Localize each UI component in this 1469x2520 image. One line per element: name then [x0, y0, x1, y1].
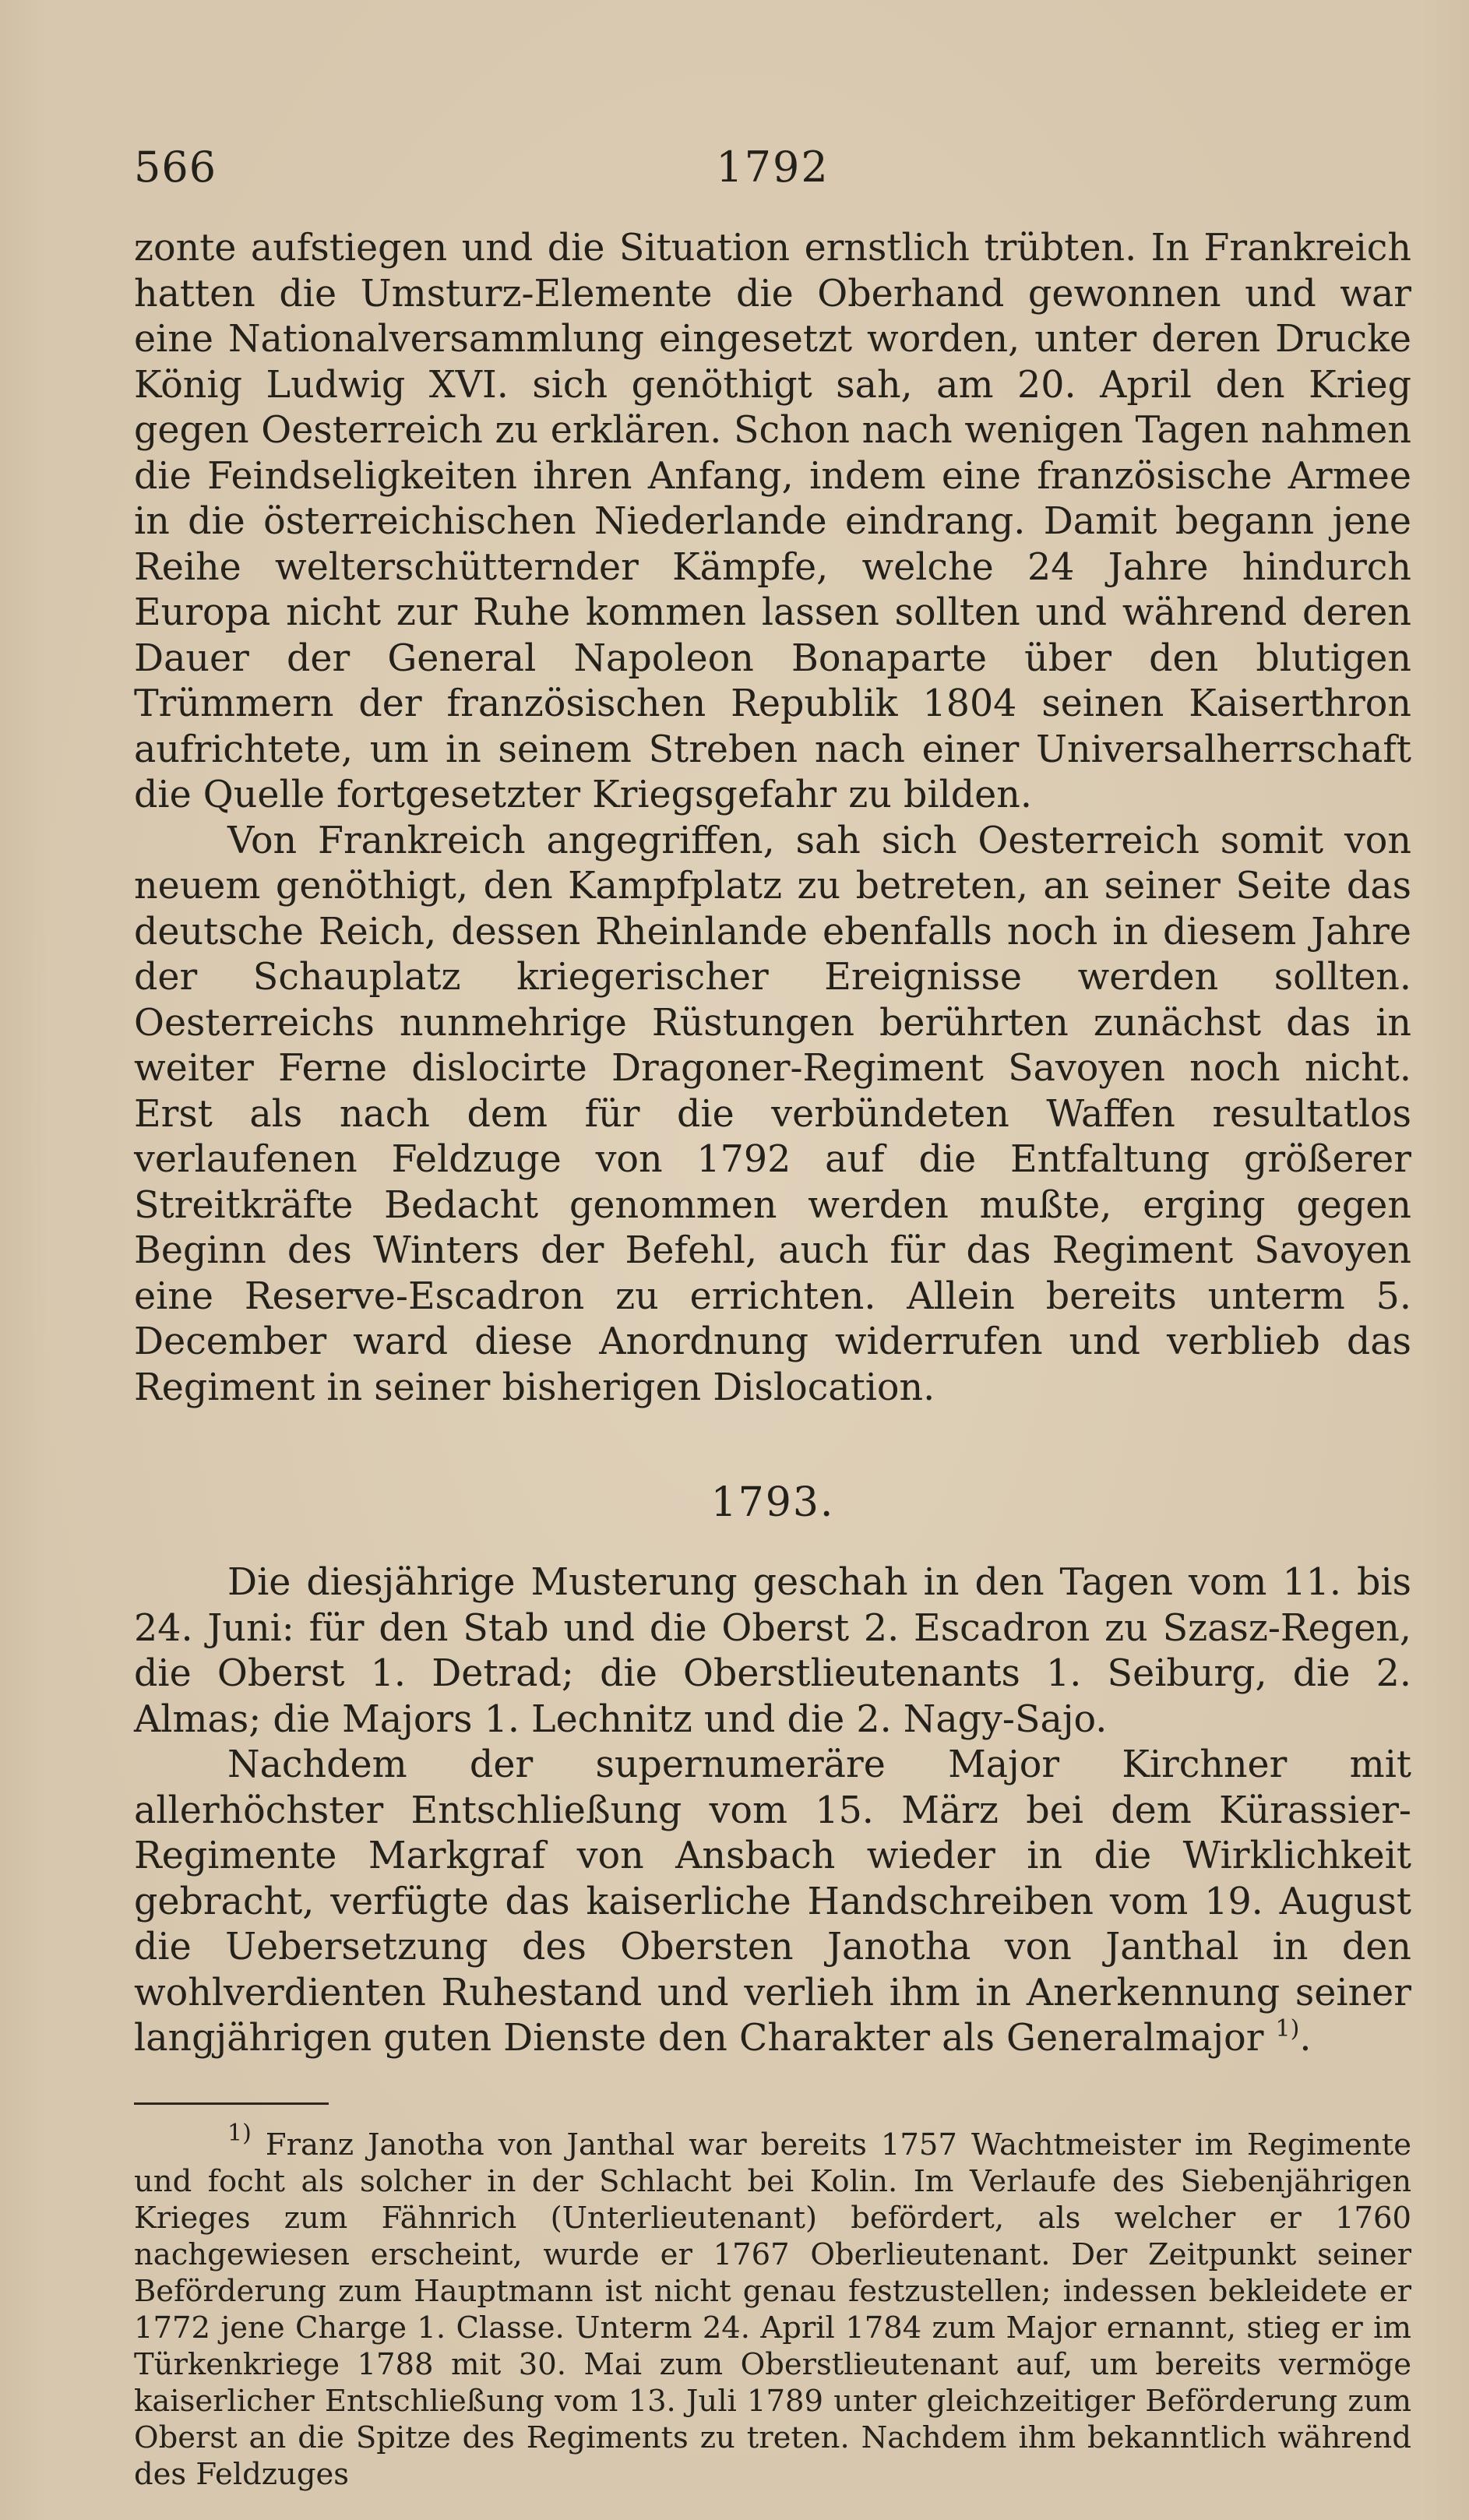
page-header [134, 140, 1411, 195]
running-head-year: 1792 [716, 143, 830, 192]
paragraph-muster: Die diesjährige Musterung geschah in den Tagen vom 11. bis 24. Juni: für den Stab und die Oberst 2. Escadron zu Szasz-Regen, die Oberst 1. Detrad; die Oberstlieutenants 1. Seiburg, die 2. Almas; die Majors 1. Lechnitz und die 2. Nagy-Sajo. [134, 1561, 1411, 1741]
footnote-reference: 1) [1275, 2015, 1300, 2042]
spacer [134, 2062, 1411, 2102]
paragraph-continuation: zonte aufstiegen und die Situation ernstlich trübten. In Frankreich hatten die Umsturz-Elemente die Oberhand gewonnen und war eine Nationalversammlung eingesetzt worden, unter deren Drucke König Ludwig XVI. sich genöthigt sah, am 20. April den Krieg gegen Oesterreich zu erklären. Schon nach wenigen Tagen nahmen die Feindseligkeiten ihren Anfang, indem eine französische Armee in die österreichischen Niederlande eindrang. Damit begann jene Reihe welterschütternder Kämpfe, welche 24 Jahre hindurch Europa nicht zur Ruhe kommen lassen sollten und während deren Dauer der General Napoleon Bonaparte über den blutigen Trümmern der französischen Republik 1804 seinen Kaiserthron aufrichtete, um in seinem Streben nach einer Universalherrschaft die Quelle fortgesetzter Kriegsgefahr zu bilden. [134, 227, 1411, 816]
main-text [134, 226, 1411, 2493]
section-heading-1793: 1793. [710, 1479, 835, 1526]
spacer [134, 1528, 1411, 1560]
footnote-text: Franz Janotha von Janthal war bereits 1757 Wachtmeister im Regimente und focht als solcher in der Schlacht bei Kolin. Im Verlaufe des Siebenjährigen Krieges zum Fähnrich (Unterlieutenant) befördert, als welcher er 1760 nachgewiesen erscheint, wurde er 1767 Oberlieutenant. Der Zeitpunkt seiner Beförderung zum Hauptmann ist nicht genau festzustellen; indessen bekleidete er 1772 jene Charge 1. Classe. Unterm 24. April 1784 zum Major ernannt, stieg er im Türkenkriege 1788 mit 30. Mai zum Oberstlieutenant auf, um bereits vermöge kaiserlicher Entschließung vom 13. Juli 1789 unter gleichzeitiger Beförderung zum Oberst an die Spitze des Regiments zu treten. Nachdem ihm bekanntlich während des Feldzuges [134, 2127, 1411, 2492]
paragraph-austria-war: Von Frankreich angegriffen, sah sich Oesterreich somit von neuem genöthigt, den Kampfplatz zu betreten, an seiner Seite das deutsche Reich, dessen Rheinlande ebenfalls noch in diesem Jahre der Schauplatz kriegerischer Ereignisse werden sollten. Oesterreichs nunmehrige Rüstungen berührten zunächst das in weiter Ferne dislocirte Dragoner-Regiment Savoyen noch nicht. Erst als nach dem für die verbündeten Waffen resultatlos verlaufenen Feldzuge von 1792 auf die Entfaltung größerer Streitkräfte Bedacht genommen werden mußte, erging gegen Beginn des Winters der Befehl, auch für das Regiment Savoyen eine Reserve-Escadron zu errichten. Allein bereits unterm 5. December ward diese Anordnung widerrufen und verblieb das Regiment in seiner bisherigen Dislocation. [134, 819, 1411, 1409]
page-number: 566 [134, 143, 217, 192]
spacer [134, 1411, 1411, 1478]
paragraph-janotha-text: Nachdem der supernumeräre Major Kirchner mit allerhöchster Entschließung vom 15. März bei dem Kürassier-Regimente Markgraf von Ansbach wieder in die Wirklichkeit gebracht, verfügte das kaiserliche Handschreiben vom 19. August die Uebersetzung des Obersten Janotha von Janthal in den wohlverdienten Ruhestand und verlieh ihm in Anerkennung seiner langjährigen guten Dienste den Charakter als Generalmajor [134, 1743, 1411, 2060]
footnote-marker: 1) [227, 2119, 252, 2147]
paragraph-janotha [134, 1743, 1411, 2062]
closing-period: . [1299, 2017, 1312, 2060]
spacer [134, 2105, 1411, 2127]
footnote [134, 2119, 1411, 2493]
